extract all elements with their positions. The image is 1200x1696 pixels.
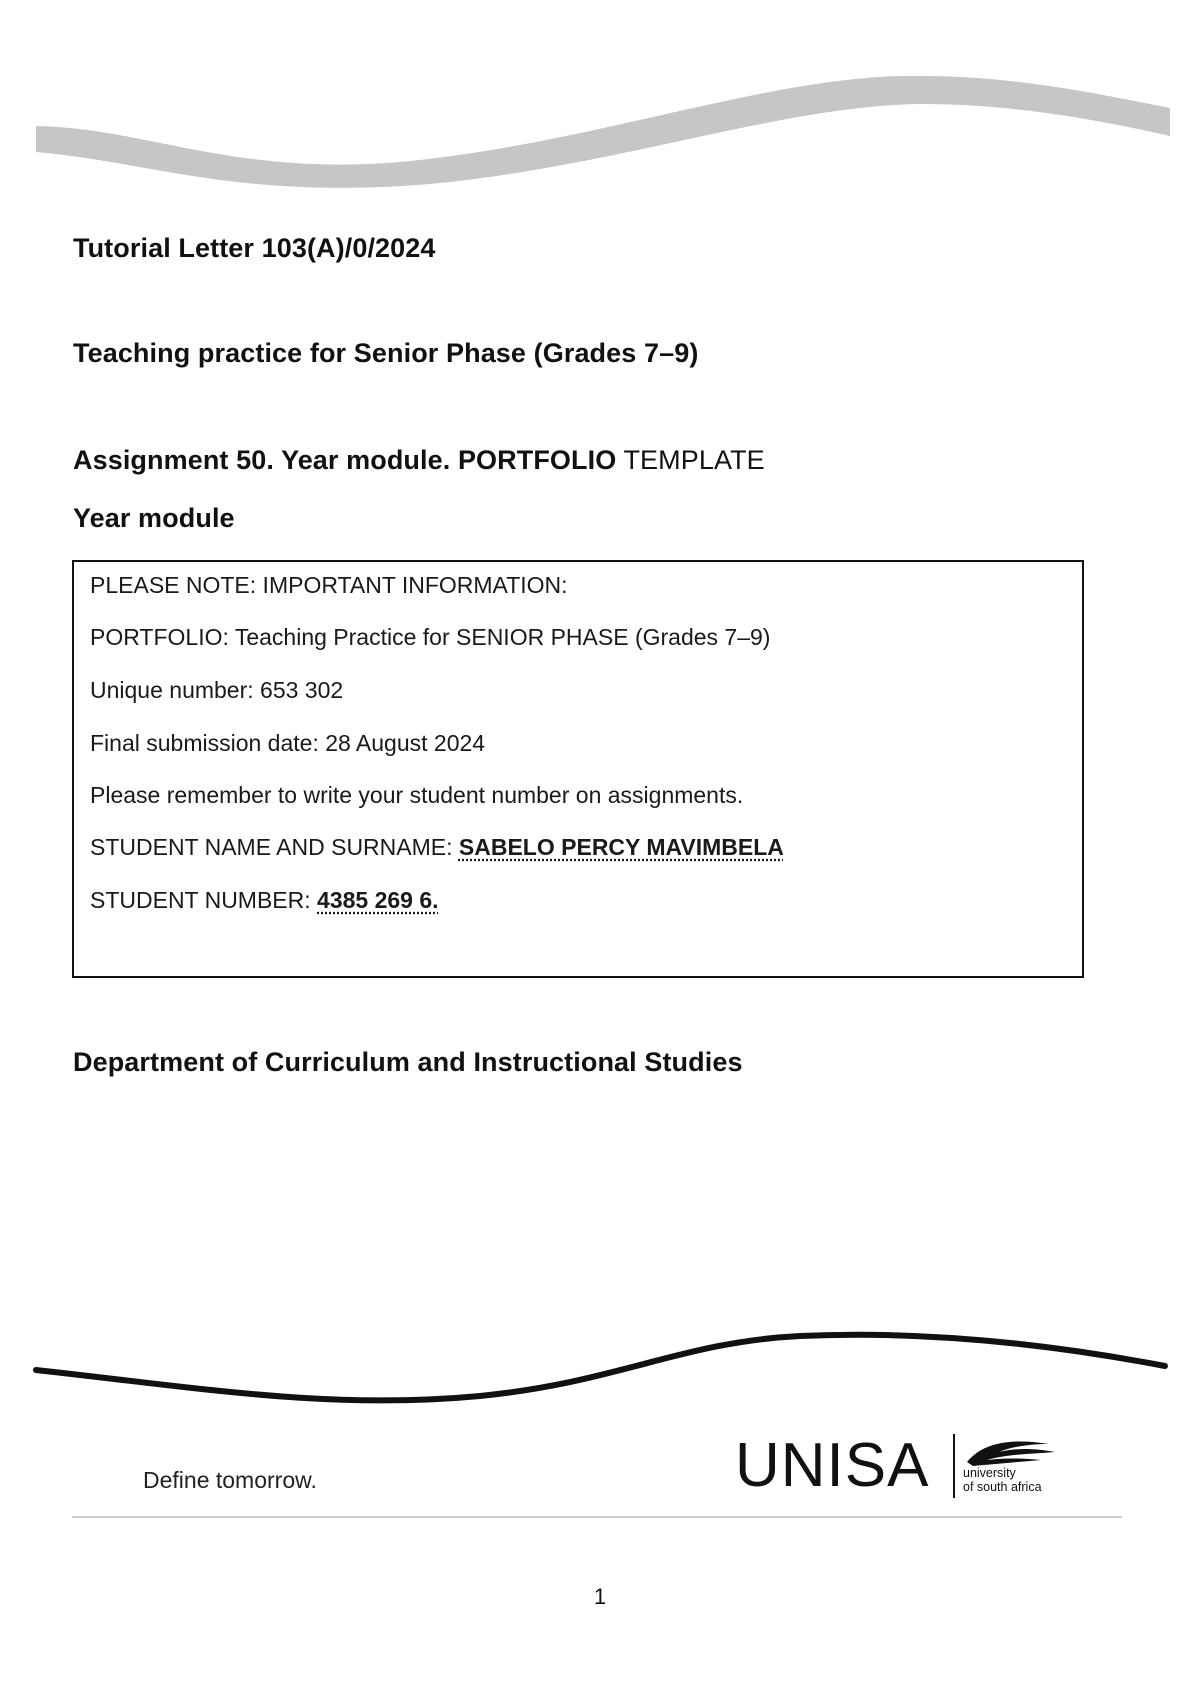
student-number-line [90, 887, 439, 914]
bird-icon [963, 1436, 1063, 1468]
portfolio-line: PORTFOLIO: Teaching Practice for SENIOR PHASE (Grades 7–9) [90, 624, 771, 650]
year-module-heading: Year module [73, 503, 235, 533]
course-title: Teaching practice for Senior Phase (Grades 7–9) [73, 338, 699, 368]
unique-number-line: Unique number: 653 302 [90, 677, 344, 703]
assignment-heading-rest: TEMPLATE [616, 445, 765, 475]
assignment-heading-bold: Assignment 50. Year module. PORTFOLIO [73, 445, 617, 475]
tagline: Define tomorrow. [143, 1467, 317, 1493]
submission-date-line: Final submission date: 28 August 2024 [90, 730, 486, 756]
page-number: 1 [593, 1584, 607, 1609]
department-heading: Department of Curriculum and Instructional Studies [73, 1047, 743, 1077]
top-wave-decoration [0, 60, 1200, 190]
student-number-label: STUDENT NUMBER: [90, 887, 318, 913]
logo-wordmark: UNISA [735, 1431, 930, 1500]
reminder-line: Please remember to write your student number on assignments. [90, 782, 744, 808]
assignment-heading [73, 445, 765, 476]
logo-divider [953, 1434, 955, 1498]
student-number-value: 4385 269 6. [317, 887, 439, 913]
tutorial-letter-heading: Tutorial Letter 103(A)/0/2024 [73, 233, 436, 263]
bottom-wave-decoration [0, 1330, 1200, 1410]
student-name-label: STUDENT NAME AND SURNAME: [90, 834, 459, 860]
student-name-line [90, 834, 784, 861]
footer-divider [72, 1516, 1122, 1518]
logo-sub-line1: university [963, 1466, 1016, 1480]
logo-subtitle [963, 1466, 1042, 1494]
logo-sub-line2: of south africa [963, 1480, 1042, 1494]
important-information-box [72, 560, 1084, 978]
student-name-value: SABELO PERCY MAVIMBELA [458, 834, 784, 860]
please-note-line: PLEASE NOTE: IMPORTANT INFORMATION: [90, 572, 568, 598]
